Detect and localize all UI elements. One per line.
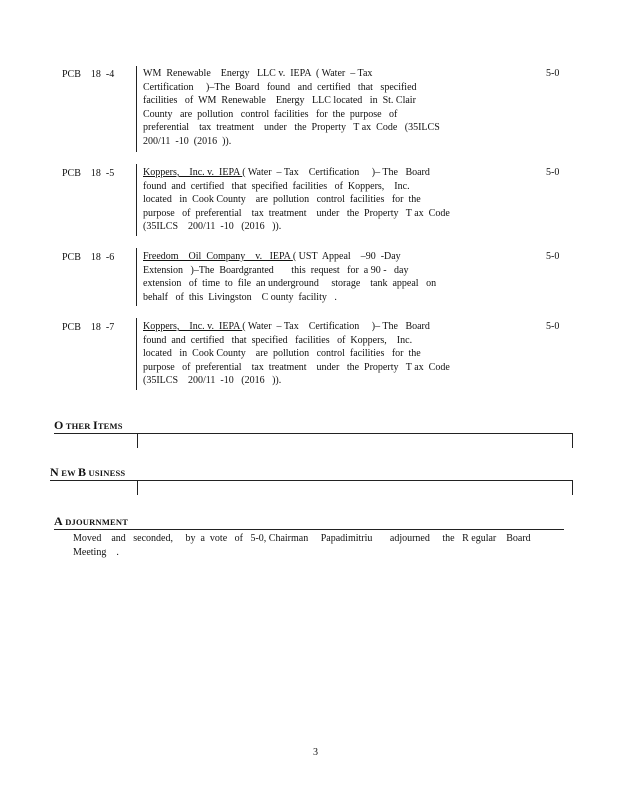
section-divider	[137, 480, 138, 495]
case-line: facilities of WM Renewable Energy LLC located in St. Clair	[143, 95, 416, 107]
case-line: located in Cook County are pollution control facilities for the	[143, 348, 421, 360]
case-number: PCB 18 -6	[62, 252, 115, 263]
adjournment-line: Meeting .	[73, 546, 119, 558]
section-heading-other-items: O THER ITEMS	[54, 418, 123, 432]
case-divider	[136, 164, 137, 236]
case-line: Extension )–The Boardgranted this request for a 90 - day	[143, 264, 409, 276]
page-number: 3	[313, 747, 318, 758]
case-title-link[interactable]: Koppers, Inc. v. IEPA	[143, 321, 243, 332]
case-line: preferential tax treatment under the Property T ax Code (35ILCS	[143, 122, 440, 134]
case-line: Koppers, Inc. v. IEPA ( Water – Tax Certification )– The Board	[143, 167, 430, 178]
case-line: Certification )–The Board found and certified that specified	[143, 81, 417, 93]
section-divider	[137, 433, 138, 448]
case-divider	[136, 318, 137, 390]
case-line: extension of time to file an underground storage tank appeal on	[143, 278, 437, 290]
case-number: PCB 18 -7	[62, 322, 115, 333]
case-description	[143, 67, 478, 149]
case-line: purpose of preferential tax treatment under the Property T ax Code	[143, 361, 450, 373]
section-heading-adjournment: A DJOURNMENT	[54, 514, 129, 528]
case-description	[143, 250, 478, 304]
case-line: WM Renewable Energy LLC v. IEPA ( Water – Tax	[143, 68, 373, 79]
case-line: (35ILCS 200/11 -10 (2016 )).	[143, 221, 282, 233]
case-line: behalf of this Livingston C ounty facility .	[143, 291, 337, 303]
case-description	[143, 166, 478, 234]
vote-result: 5-0	[546, 68, 560, 79]
case-line: 200/11 -10 (2016 )).	[143, 135, 232, 147]
case-line: purpose of preferential tax treatment under the Property T ax Code	[143, 207, 450, 219]
section-rule	[50, 480, 573, 481]
case-title-link[interactable]: Koppers, Inc. v. IEPA	[143, 167, 243, 178]
vote-result: 5-0	[546, 167, 560, 178]
case-line: Freedom Oil Company v. IEPA ( UST Appeal –90 -Day	[143, 251, 401, 262]
case-title-link[interactable]: Freedom Oil Company v. IEPA	[143, 251, 293, 262]
adjournment-line: Moved and seconded, by a vote of 5-0, Chairman Papadimitriu adjourned the R egular Board	[73, 533, 531, 544]
case-line: County are pollution control facilities for the purpose of	[143, 108, 398, 120]
section-rule	[54, 433, 573, 434]
case-line: located in Cook County are pollution control facilities for the	[143, 194, 421, 206]
section-divider	[572, 433, 573, 448]
adjournment-text	[73, 532, 531, 559]
case-description	[143, 320, 478, 388]
case-number: PCB 18 -4	[62, 69, 115, 80]
case-line: Koppers, Inc. v. IEPA ( Water – Tax Certification )– The Board	[143, 321, 430, 332]
case-line: found and certified that specified facilities of Koppers, Inc.	[143, 334, 413, 346]
vote-result: 5-0	[546, 321, 560, 332]
case-divider	[136, 66, 137, 152]
section-rule	[54, 529, 564, 530]
case-line: found and certified that specified facilities of Koppers, Inc.	[143, 180, 410, 192]
case-line: (35ILCS 200/11 -10 (2016 )).	[143, 375, 282, 387]
vote-result: 5-0	[546, 251, 560, 262]
case-number: PCB 18 -5	[62, 168, 115, 179]
section-heading-new-business: N EW B USINESS	[50, 465, 126, 479]
case-divider	[136, 248, 137, 306]
section-divider	[572, 480, 573, 495]
